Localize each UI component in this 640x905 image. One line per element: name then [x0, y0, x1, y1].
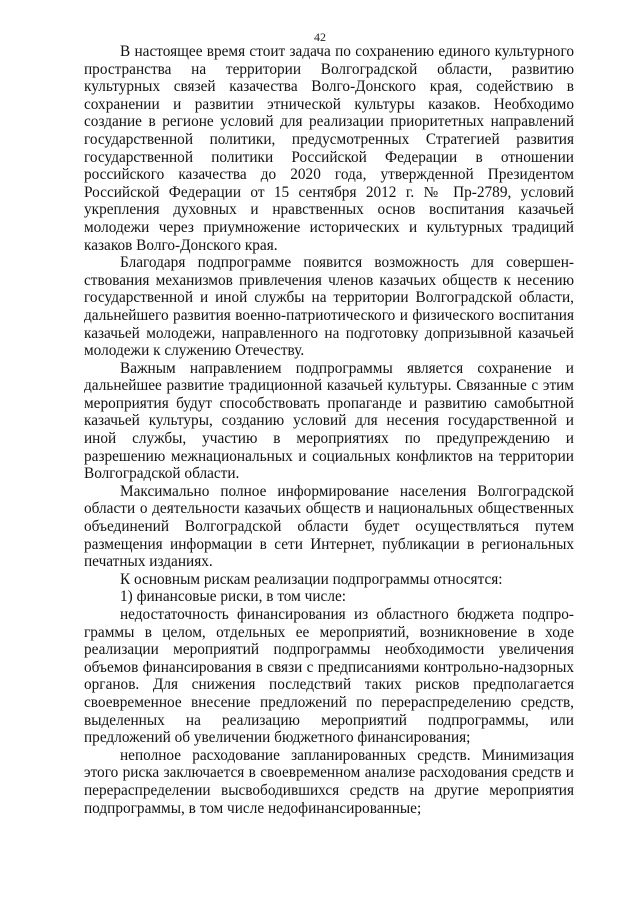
paragraph-risks-intro: К основным рискам реализации подпрограммы относятся: [120, 570, 503, 588]
paragraph-incomplete-spending: неполное расходование запланированных средств. Минимизация этого риска заключается в своевременном анализе расходования средств и перераспределении высвободившихся средств на другие мероприятия подпрограммы, в том числе недофинансированные; [84, 746, 574, 817]
paragraph-insufficient-funding: недостаточность финансирования из областного бюджета подпро-граммы в целом, отдельных ее мероприятий, возникновение в ходе реализации мероприятий подпрограммы необходимости увеличения объемов финансирования в связи с предписаниями контрольно-надзорных органов. Для снижения последствий таких рисков предполагается своевременное внесение предложений по перераспределению средств, выделенных на реализацию мероприятий подпрограммы, или предложений об увеличении бюджетного финансирования; [84, 606, 574, 747]
paragraph-cultural-direction: Важным направлением подпрограммы является сохранение и дальнейшее развитие традиционной казачьей культуры. Связанные с этим мероприятия будут способствовать пропаганде и развитию самобытной казачьей культуры, созданию условий для несения государственной и иной службы, участию в мероприятиях по предупреждению и разрешению межнациональных и социальных конфликтов на территории Волгоградской области. [84, 359, 574, 483]
paragraph-financial-risks: 1) финансовые риски, в том числе: [120, 588, 347, 606]
body-text [84, 43, 574, 817]
paragraph-cultural-space: В настоящее время стоит задача по сохранению единого культурного пространства на территории Волгоградской области, развитию культурных связей казачества Волго-Донского края, содействию в сохранении и развитии этнической культуры казаков. Необходимо создание в регионе условий для реализации приоритетных направлений государственной политики, предусмотренных Стратегией развития государственной политики Российской Федерации в отношении российского казачества до 2020 года, утвержденной Президентом Российской Федерации от 15 сентября 2012 г. № Пр-2789, условий укрепления духовных и нравственных основ воспитания казачьей молодежи через приумножение исторических и культурных традиций казаков Волго-Донского края. [84, 43, 574, 254]
page-number: 42 [314, 30, 326, 44]
paragraph-subprogram-opportunity: Благодаря подпрограмме появится возможность для совершен-ствования механизмов привлечения членов казачьих обществ к несению государственной и иной службы на территории Волгоградской области, дальнейшего развития военно-патриотического и физического воспитания казачьей молодежи, направленного на подготовку допризывной казачьей молодежи к служению Отечеству. [84, 254, 574, 360]
paragraph-informing: Максимально полное информирование населения Волгоградской области о деятельности казачьих обществ и национальных общественных объединений Волгоградской области будет осуществляться путем размещения информации в сети Интернет, публикации в региональных печатных изданиях. [84, 482, 574, 571]
